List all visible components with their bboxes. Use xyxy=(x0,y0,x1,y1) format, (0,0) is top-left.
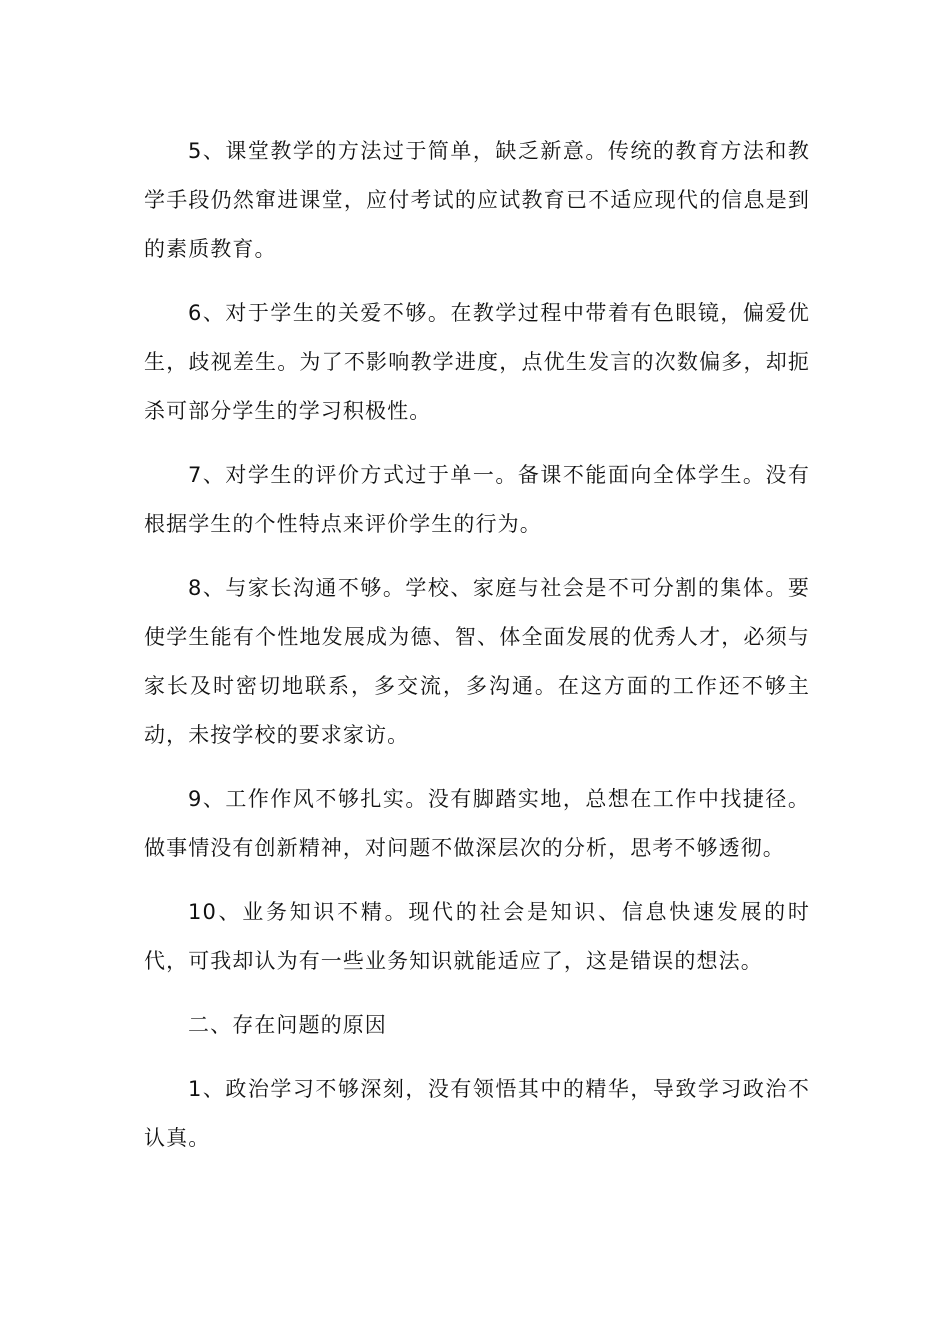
paragraph-item-10: 10、业务知识不精。现代的社会是知识、信息快速发展的时代，可我却认为有一些业务知识就能适应了，这是错误的想法。 xyxy=(144,900,810,973)
paragraph-item-5: 5、课堂教学的方法过于简单，缺乏新意。传统的教育方法和教学手段仍然窜进课堂，应付考试的应试教育已不适应现代的信息是到的素质教育。 xyxy=(144,139,810,261)
paragraph-item-9: 9、工作作风不够扎实。没有脚踏实地，总想在工作中找捷径。做事情没有创新精神，对问题不做深层次的分析，思考不够透彻。 xyxy=(144,787,810,860)
paragraph-reason-1: 1、政治学习不够深刻，没有领悟其中的精华，导致学习政治不认真。 xyxy=(144,1077,810,1150)
document-body xyxy=(144,127,810,1178)
paragraph-item-6: 6、对于学生的关爱不够。在教学过程中带着有色眼镜，偏爱优生，歧视差生。为了不影响教学进度，点优生发言的次数偏多，却扼杀可部分学生的学习积极性。 xyxy=(144,301,810,423)
paragraph-item-8: 8、与家长沟通不够。学校、家庭与社会是不可分割的集体。要使学生能有个性地发展成为德、智、体全面发展的优秀人才，必须与家长及时密切地联系，多交流，多沟通。在这方面的工作还不够主动，未按学校的要求家访。 xyxy=(144,576,810,747)
section-heading: 二、存在问题的原因 xyxy=(188,1013,387,1037)
paragraph-item-7: 7、对学生的评价方式过于单一。备课不能面向全体学生。没有根据学生的个性特点来评价学生的行为。 xyxy=(144,463,810,536)
